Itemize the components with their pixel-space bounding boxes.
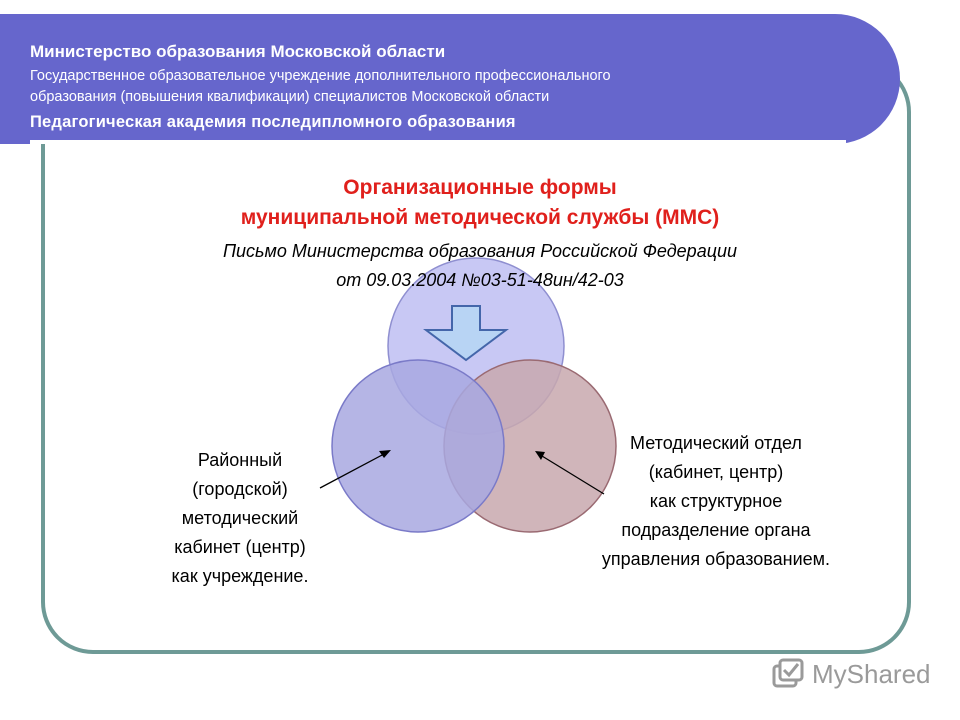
left-label-line: (городской) [192, 479, 288, 499]
subtitle-line1: Письмо Министерства образования Российской Федерации [222, 241, 738, 261]
left-label-line: Районный [197, 450, 283, 470]
left-label-line: методический [181, 508, 299, 528]
title-line2: муниципальной методической службы (ММС) [240, 206, 720, 229]
title-line1: Организационные формы [343, 176, 617, 199]
header-institution-line1: Государственное образовательное учреждение дополнительного профессионального [30, 68, 611, 84]
header-ministry: Министерство образования Московской области [30, 42, 446, 61]
right-label-line: подразделение органа [621, 520, 811, 540]
watermark-text: MyShared [812, 659, 931, 689]
header-institution-line2: образования (повышения квалификации) специалистов Московской области [30, 89, 550, 105]
left-label [120, 446, 360, 591]
right-label [556, 429, 876, 574]
left-label-line: кабинет (центр) [174, 537, 306, 557]
subtitle-line2: от 09.03.2004 №03-51-48ин/42-03 [336, 270, 624, 290]
left-label-line: как учреждение. [171, 566, 309, 586]
right-label-line: управления образованием. [601, 549, 831, 569]
header-academy: Педагогическая академия последипломного образования [30, 113, 516, 131]
myshared-logo-icon [768, 658, 808, 694]
right-label-line: как структурное [649, 491, 783, 511]
right-label-line: (кабинет, центр) [648, 462, 784, 482]
right-label-line: Методический отдел [630, 433, 802, 453]
watermark [768, 656, 931, 696]
